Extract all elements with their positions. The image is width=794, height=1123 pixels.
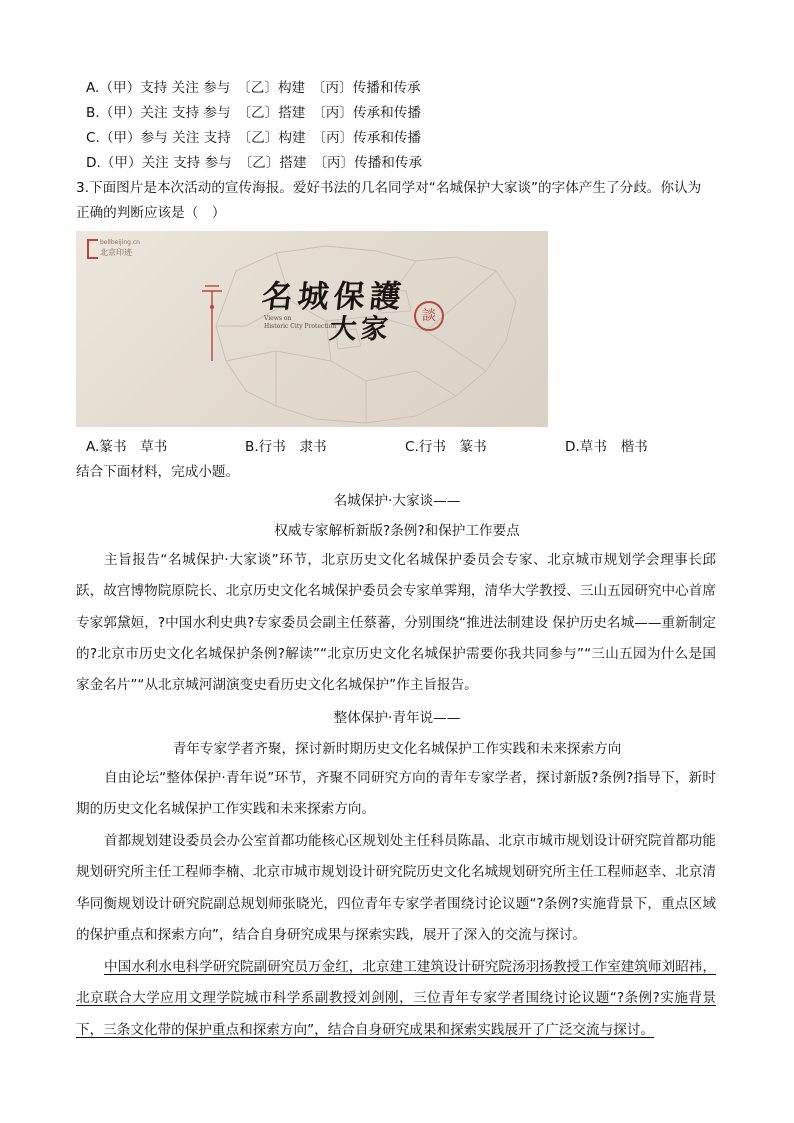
option-d: D.（甲）关注 支持 参与 〔乙〕搭建 〔丙〕传播和传承 (86, 155, 423, 171)
answer-c: C.行书 篆书 (405, 439, 487, 455)
poster-title-row2: 大家 (328, 314, 394, 345)
option-b: B.（甲）关注 支持 参与 〔乙〕搭建 〔丙〕传承和传播 (86, 105, 421, 121)
section1-heading: 名城保护·大家谈—— (333, 493, 461, 509)
logo-mark-icon (87, 239, 98, 259)
answer-d: D.草书 楷书 (565, 439, 648, 455)
section2-paragraph2: 首都规划建设委员会办公室首都功能核心区规划处主任科员陈晶、北京市城市规划设计研究院首都功能规划研究所主任工程师李楠、北京市城市规划设计研究院历史文化名城规划研究所主任工程师赵幸、北京清华同衡规划设计研究院副总规划师张晓光，四位青年专家学者围绕讨论议题“?条例?实施背景下，重点区域的保护重点和探索方向”，结合自身研究成果与探索实践，展开了深入的交流与探讨。 (76, 833, 716, 943)
poster-image (76, 231, 548, 427)
section2-paragraph1: 自由论坛“整体保护·青年说”环节，齐聚不同研究方向的青年专家学者，探讨新版?条例?指导下，新时期的历史文化名城保护工作实践和未来探索方向。 (76, 770, 716, 818)
section1-subheading: 权威专家解析新版?条例?和保护工作要点 (274, 523, 520, 539)
answer-a: A.篆书 草书 (86, 439, 168, 455)
option-a: A.（甲）支持 关注 参与 〔乙〕构建 〔丙〕传播和传承 (86, 80, 421, 96)
poster-title-row1: 名城保護 (259, 279, 408, 315)
section2-heading: 整体保护·青年说—— (333, 710, 461, 726)
section1-paragraph: 主旨报告“名城保护·大家谈”环节，北京历史文化名城保护委员会专家、北京城市规划学会理事长邱跃，故宫博物院原院长、北京历史文化名城保护委员会专家单霁翔，清华大学教授、三山五园研究中心首席专家郭黛姮，?中国水利史典?专家委员会副主任蔡蕃，分别围绕“推进法制建设 保护历史名城——重新制定的?北京市历史文化名城保护条例?解读”“北京历史文化名城保护需要你我共同参与”“三山五园为什么是国家金名片”“从北京城河湖演变史看历史文化名城保护”作主旨报告。 (76, 552, 716, 694)
section2-paragraph3: 中国水利水电科学研究院副研究员万金红，北京建工建筑设计研究院汤羽扬教授工作室建筑师刘昭祎，北京联合大学应用文理学院城市科学系副教授刘剑刚，三位青年专家学者围绕讨论议题“?条例?实施背景下，三条文化带的保护重点和探索方向”，结合自身研究成果和探索实践展开了广泛交流与探讨。 (76, 959, 716, 1038)
option-c: C.（甲）参与 关注 支持 〔乙〕构建 〔丙〕传承和传播 (86, 130, 422, 146)
logo-url: bellbeijing.cn (100, 239, 140, 246)
material-intro: 结合下面材料，完成小题。 (76, 464, 240, 480)
question-3-line1: 3.下面图片是本次活动的宣传海报。爱好书法的几名同学对“名城保护大家谈”的字体产生了分歧。你认为 (76, 180, 702, 196)
question-3-line2: 正确的判断应该是（ ） (76, 205, 226, 221)
seal-stamp: 談 (414, 301, 444, 331)
section2-subheading: 青年专家学者齐聚，探讨新时期历史文化名城保护工作实践和未来探索方向 (172, 741, 622, 757)
poster-english-2: Historic City Protection (264, 323, 337, 330)
poster-english-1: Views on (264, 315, 292, 322)
logo-text: 北京印迹 (100, 248, 132, 257)
answer-b: B.行书 隶书 (245, 439, 327, 455)
